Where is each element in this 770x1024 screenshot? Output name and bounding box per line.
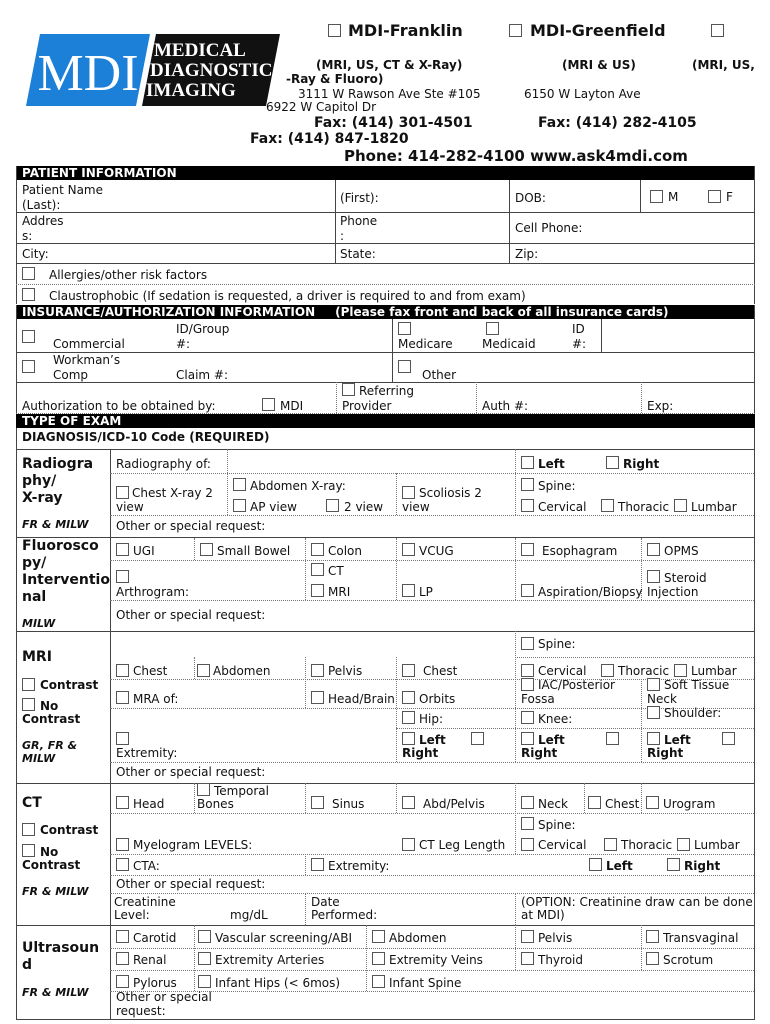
mri-shoulder-checkbox[interactable]	[647, 706, 660, 719]
us-infant-hips-checkbox[interactable]	[198, 975, 211, 988]
small-bowel-label: Small Bowel	[217, 544, 291, 558]
medicaid-label: Medicaid	[482, 337, 536, 351]
mri-hip-checkbox[interactable]	[402, 711, 415, 724]
us-vascular-label: Vascular screening/ABI	[215, 931, 352, 945]
logo-line-diagnostic: DIAGNOSTIC	[150, 60, 273, 81]
radiography-right-label: Right	[623, 457, 660, 471]
mri-sites: GR, FR &	[22, 739, 78, 752]
ct-thoracic-label: Thoracic	[621, 838, 673, 852]
radiography-thoracic-checkbox[interactable]	[601, 499, 614, 512]
myelogram-label: Myelogram LEVELS:	[133, 838, 253, 852]
two-view-label: 2 view	[344, 500, 384, 514]
ct-other-label: Other or special request:	[116, 877, 266, 891]
female-checkbox[interactable]	[708, 190, 721, 203]
creatinine-option-note-cont: at MDI)	[521, 908, 565, 922]
scoliosis-checkbox[interactable]	[402, 486, 415, 499]
scoliosis-label-cont: view	[402, 500, 430, 514]
auth-number-label: Auth #:	[482, 399, 529, 413]
mri-soft-tissue-label-cont: Neck	[647, 692, 677, 706]
creatinine-level-label: Level:	[114, 908, 150, 922]
ugi-label: UGI	[133, 544, 155, 558]
chest-xray-label-cont: view	[116, 500, 144, 514]
zip-label: Zip:	[515, 247, 539, 261]
ct-contrast-label: Contrast	[40, 823, 99, 837]
lp-checkbox[interactable]	[402, 584, 415, 597]
ugi-checkbox[interactable]	[116, 543, 129, 556]
mri-chest2-checkbox[interactable]	[402, 664, 415, 677]
allergies-checkbox[interactable]	[22, 267, 35, 280]
ultrasound-title-2: d	[22, 957, 33, 973]
milwaukee-address: 6922 W Capitol Dr	[266, 100, 377, 114]
steroid-injection-label-cont: Injection	[647, 585, 699, 599]
fluoroscopy-title-3: Interventio	[22, 572, 110, 588]
ct-spine-checkbox[interactable]	[521, 817, 534, 830]
mri-soft-tissue-checkbox[interactable]	[647, 678, 660, 691]
fluoroscopy-other-label: Other or special request:	[116, 608, 266, 622]
lp-label: LP	[419, 585, 433, 599]
phone-website: Phone: 414-282-4100 www.ask4mdi.com	[344, 147, 688, 165]
medicare-checkbox[interactable]	[398, 322, 411, 335]
ct-left-label: Left	[606, 859, 633, 873]
ct-head-checkbox[interactable]	[116, 796, 129, 809]
us-infant-spine-label: Infant Spine	[389, 976, 462, 990]
radiography-right-checkbox[interactable]	[606, 456, 619, 469]
mri-pelvis-checkbox[interactable]	[311, 664, 324, 677]
aspiration-biopsy-checkbox[interactable]	[521, 584, 534, 597]
insurance-title: INSURANCE/AUTHORIZATION INFORMATION	[22, 305, 316, 319]
auth-referring-checkbox[interactable]	[342, 383, 355, 396]
mri-contrast-checkbox[interactable]	[22, 678, 35, 691]
mri-shoulder-right-checkbox[interactable]	[722, 732, 735, 745]
ct-temporal-bones-checkbox[interactable]	[197, 783, 210, 796]
insurance-note: (Please fax front and back of all insurance cards)	[335, 305, 669, 319]
claustrophobic-checkbox[interactable]	[22, 288, 35, 301]
us-extremity-arteries-label: Extremity Arteries	[215, 953, 325, 967]
us-abdomen-checkbox[interactable]	[372, 930, 385, 943]
mri-extremity-checkbox[interactable]	[116, 732, 129, 745]
radiography-left-label: Left	[538, 457, 565, 471]
date-label: Date	[311, 895, 340, 909]
radiography-lumbar-checkbox[interactable]	[674, 499, 687, 512]
allergies-label: Allergies/other risk factors	[49, 268, 208, 282]
us-carotid-checkbox[interactable]	[116, 930, 129, 943]
ct-thoracic-checkbox[interactable]	[604, 838, 617, 851]
mri-cervical-label: Cervical	[538, 664, 587, 678]
us-pylorus-label: Pylorus	[133, 976, 177, 990]
radiography-cervical-label: Cervical	[538, 500, 587, 514]
arthrogram-label: Arthrogram:	[116, 585, 190, 599]
us-extremity-veins-checkbox[interactable]	[372, 952, 385, 965]
ct-sinus-label: Sinus	[332, 797, 365, 811]
mri-extremity-label: Extremity:	[116, 746, 178, 760]
medicaid-checkbox[interactable]	[486, 322, 499, 335]
mri-knee-right-checkbox[interactable]	[606, 732, 619, 745]
mri-head-brain-label: Head/Brain	[328, 692, 395, 706]
franklin-fax: Fax: (414) 301-4501	[314, 115, 473, 131]
ct-spine-label: Spine:	[538, 818, 576, 832]
ct-extremity-checkbox[interactable]	[311, 858, 324, 871]
us-pelvis-checkbox[interactable]	[521, 930, 534, 943]
aspiration-biopsy-label: Aspiration/Biopsy	[538, 585, 643, 599]
radiography-of-label: Radiography of:	[116, 457, 211, 471]
ct-neck-checkbox[interactable]	[521, 796, 534, 809]
scoliosis-label: Scoliosis 2	[419, 486, 482, 500]
ct-abd-pelvis-label: Abd/Pelvis	[423, 797, 485, 811]
mri-spine-checkbox[interactable]	[521, 637, 534, 650]
fluoroscopy-title-4: nal	[22, 589, 47, 605]
myelogram-checkbox[interactable]	[116, 838, 129, 851]
ct-urogram-label: Urogram	[663, 797, 716, 811]
radiography-spine-label: Spine:	[538, 479, 576, 493]
franklin-checkbox[interactable]	[328, 24, 341, 37]
franklin-services: (MRI, US, CT & X-Ray)	[316, 58, 463, 72]
ct-left-checkbox[interactable]	[589, 858, 602, 871]
id-label: ID	[572, 322, 585, 336]
commercial-checkbox[interactable]	[22, 330, 35, 343]
mri-lumbar-checkbox[interactable]	[674, 664, 687, 677]
female-label: F	[726, 190, 733, 204]
mri-knee-left-checkbox[interactable]	[521, 732, 534, 745]
ct-no-label: No	[40, 845, 59, 859]
franklin-name: MDI-Franklin	[348, 21, 463, 40]
mri-shoulder-left-label: Left	[664, 733, 691, 747]
ultrasound-sites: FR & MILW	[22, 986, 89, 999]
us-scrotum-checkbox[interactable]	[646, 952, 659, 965]
mri-shoulder-left-checkbox[interactable]	[647, 732, 660, 745]
workmans-comp-checkbox[interactable]	[22, 360, 35, 373]
ct-lumbar-label: Lumbar	[694, 838, 740, 852]
radiography-sites: FR & MILW	[22, 518, 89, 531]
radiography-left-checkbox[interactable]	[521, 456, 534, 469]
radiography-other-label: Other or special request:	[116, 519, 266, 533]
mri-sites-cont: MILW	[22, 752, 56, 765]
mri-no-label: No	[40, 699, 59, 713]
mri-shoulder-right-label: Right	[647, 746, 684, 760]
mri-orbits-label: Orbits	[419, 692, 456, 706]
greenfield-address: 6150 W Layton Ave	[524, 87, 641, 101]
mri-shoulder-label: Shoulder:	[664, 706, 722, 720]
diagnosis-label: DIAGNOSIS/ICD-10 Code (REQUIRED)	[22, 430, 270, 444]
ct-contrast-checkbox[interactable]	[22, 823, 35, 836]
colon-checkbox[interactable]	[311, 543, 324, 556]
mri-thoracic-label: Thoracic	[618, 664, 670, 678]
authorization-label: Authorization to be obtained by:	[22, 399, 216, 413]
dob-label: DOB:	[515, 191, 546, 205]
us-transvaginal-label: Transvaginal	[663, 931, 739, 945]
auth-mdi-label: MDI	[280, 399, 304, 413]
us-thyroid-checkbox[interactable]	[521, 952, 534, 965]
mri-contrast-label: Contrast	[40, 678, 99, 692]
city-label: City:	[22, 247, 49, 261]
milwaukee-services: -Ray & Fluoro)	[286, 72, 384, 86]
radiography-cervical-checkbox[interactable]	[521, 499, 534, 512]
workmans-comp-label: Workman’s	[53, 353, 121, 367]
fluoro-ct-label: CT	[328, 564, 344, 578]
abdomen-xray-label: Abdomen X-ray:	[250, 479, 346, 493]
id-label-cont: #:	[572, 337, 587, 351]
mri-chest-checkbox[interactable]	[116, 664, 129, 677]
us-vascular-checkbox[interactable]	[198, 930, 211, 943]
us-pylorus-checkbox[interactable]	[116, 975, 129, 988]
mri-chest-label: Chest	[133, 664, 168, 678]
radiography-title-3: X-ray	[22, 490, 63, 506]
mri-knee-checkbox[interactable]	[521, 711, 534, 724]
small-bowel-checkbox[interactable]	[200, 543, 213, 556]
expiration-label: Exp:	[647, 399, 674, 413]
fluoroscopy-title: Fluorosco	[22, 538, 99, 554]
mri-hip-left-checkbox[interactable]	[402, 732, 415, 745]
ct-neck-label: Neck	[538, 797, 568, 811]
id-group-label-cont: #:	[176, 337, 191, 351]
mri-no-contrast-checkbox[interactable]	[22, 698, 35, 711]
ct-urogram-checkbox[interactable]	[646, 796, 659, 809]
mri-spine-label: Spine:	[538, 637, 576, 651]
commercial-label: Commercial	[53, 337, 125, 351]
mri-head-brain-checkbox[interactable]	[311, 691, 324, 704]
abdomen-xray-checkbox[interactable]	[233, 478, 246, 491]
mri-soft-tissue-label: Soft Tissue	[664, 678, 730, 692]
creatinine-option-note: (OPTION: Creatinine draw can be done	[521, 895, 753, 909]
ct-right-label: Right	[684, 859, 721, 873]
us-scrotum-label: Scrotum	[663, 953, 714, 967]
phone-label: Phone	[340, 214, 378, 228]
fluoroscopy-sites: MILW	[22, 617, 56, 630]
ct-chest-checkbox[interactable]	[588, 796, 601, 809]
milwaukee-fax: Fax: (414) 847-1820	[250, 131, 409, 147]
fluoro-ct-checkbox[interactable]	[311, 563, 324, 576]
mri-title: MRI	[22, 649, 52, 665]
us-carotid-label: Carotid	[133, 931, 177, 945]
radiography-thoracic-label: Thoracic	[618, 500, 670, 514]
us-infant-spine-checkbox[interactable]	[372, 975, 385, 988]
mri-knee-label: Knee:	[538, 712, 573, 726]
claim-label: Claim #:	[176, 368, 229, 382]
mri-hip-right-checkbox[interactable]	[471, 732, 484, 745]
opms-label: OPMS	[664, 544, 699, 558]
greenfield-checkbox[interactable]	[509, 24, 522, 37]
mri-pelvis-label: Pelvis	[328, 664, 363, 678]
ct-no-contrast-checkbox[interactable]	[22, 844, 35, 857]
provider-label: Provider	[342, 399, 392, 413]
logo-line-medical: MEDICAL	[154, 40, 246, 61]
logo-line-imaging: IMAGING	[146, 80, 236, 101]
ct-lumbar-checkbox[interactable]	[677, 838, 690, 851]
creatinine-label: Creatinine	[114, 895, 176, 909]
ct-temporal-label-cont: Bones	[197, 797, 234, 811]
us-extremity-arteries-checkbox[interactable]	[198, 952, 211, 965]
first-name-label: (First):	[340, 191, 379, 205]
arthrogram-checkbox[interactable]	[116, 570, 129, 583]
mri-abdomen-label: Abdomen	[213, 664, 271, 678]
date-performed-label: Performed:	[311, 908, 378, 922]
mra-label: MRA of:	[133, 692, 179, 706]
mri-lumbar-label: Lumbar	[691, 664, 737, 678]
other-insurance-label: Other	[422, 368, 457, 382]
id-group-label: ID/Group	[176, 322, 230, 336]
ap-view-label: AP view	[250, 500, 297, 514]
mri-orbits-checkbox[interactable]	[402, 691, 415, 704]
radiography-title: Radiogra	[22, 456, 94, 472]
mri-knee-right-label: Right	[521, 746, 558, 760]
us-renal-label: Renal	[133, 953, 167, 967]
ct-temporal-label: Temporal	[214, 784, 269, 798]
medicare-label: Medicare	[398, 337, 453, 351]
ct-head-label: Head	[133, 797, 165, 811]
us-other-label-cont: request:	[116, 1004, 166, 1018]
mra-checkbox[interactable]	[116, 691, 129, 704]
ct-cervical-checkbox[interactable]	[521, 838, 534, 851]
ap-view-checkbox[interactable]	[233, 499, 246, 512]
male-checkbox[interactable]	[650, 190, 663, 203]
ct-chest-label: Chest	[605, 797, 640, 811]
mri-knee-left-label: Left	[538, 733, 565, 747]
us-transvaginal-checkbox[interactable]	[646, 930, 659, 943]
insurance-header	[16, 305, 755, 319]
mri-thoracic-checkbox[interactable]	[601, 664, 614, 677]
us-renal-checkbox[interactable]	[116, 952, 129, 965]
greenfield-services: (MRI & US)	[562, 58, 636, 72]
other-insurance-checkbox[interactable]	[398, 360, 411, 373]
mri-iac-label-cont: Fossa	[521, 692, 555, 706]
address-label: Addres	[22, 214, 64, 228]
logo-mdi-text: MDI	[37, 45, 139, 102]
vcug-checkbox[interactable]	[402, 543, 415, 556]
ct-cervical-label: Cervical	[538, 838, 587, 852]
ct-leg-length-checkbox[interactable]	[402, 838, 415, 851]
last-name-label: (Last):	[22, 198, 61, 212]
ct-no-contrast-label: Contrast	[22, 858, 81, 872]
ct-sinus-checkbox[interactable]	[311, 796, 324, 809]
mri-no-contrast-label: Contrast	[22, 712, 81, 726]
us-abdomen-label: Abdomen	[389, 931, 447, 945]
esophagram-label: Esophagram	[542, 544, 618, 558]
us-pelvis-label: Pelvis	[538, 931, 573, 945]
mri-abdomen-checkbox[interactable]	[197, 664, 210, 677]
us-thyroid-label: Thyroid	[538, 953, 583, 967]
mri-iac-label: IAC/Posterior	[538, 678, 615, 692]
greenfield-fax: Fax: (414) 282-4105	[538, 115, 697, 131]
third-location-checkbox[interactable]	[711, 24, 724, 37]
referring-label: Referring	[359, 384, 415, 398]
ct-right-checkbox[interactable]	[667, 858, 680, 871]
type-of-exam-header: TYPE OF EXAM	[16, 414, 755, 428]
claustrophobic-label: Claustrophobic (If sedation is requested, a driver is required to and from exam)	[49, 289, 526, 303]
cta-checkbox[interactable]	[116, 858, 129, 871]
fluoro-mri-checkbox[interactable]	[311, 584, 324, 597]
radiography-lumbar-label: Lumbar	[691, 500, 737, 514]
state-label: State:	[340, 247, 376, 261]
cta-label: CTA:	[133, 859, 160, 873]
opms-checkbox[interactable]	[647, 543, 660, 556]
us-other-label: Other or special	[116, 990, 212, 1004]
two-view-checkbox[interactable]	[326, 499, 339, 512]
mri-other-label: Other or special request:	[116, 765, 266, 779]
patient-info-header: PATIENT INFORMATION	[16, 166, 755, 180]
male-label: M	[668, 190, 679, 204]
ct-sites: FR & MILW	[22, 885, 89, 898]
mri-iac-checkbox[interactable]	[521, 678, 534, 691]
fluoroscopy-title-2: py/	[22, 555, 47, 571]
mri-hip-right-label: Right	[402, 746, 439, 760]
ct-title: CT	[22, 795, 42, 811]
us-infant-hips-label: Infant Hips (< 6mos)	[215, 976, 341, 990]
steroid-injection-checkbox[interactable]	[647, 570, 660, 583]
phone-label-cont: :	[340, 229, 345, 243]
vcug-label: VCUG	[419, 544, 454, 558]
workmans-comp-label-cont: Comp	[53, 368, 89, 382]
mri-chest2-label: Chest	[423, 664, 458, 678]
chest-xray-checkbox[interactable]	[116, 486, 129, 499]
cell-phone-label: Cell Phone:	[515, 221, 583, 235]
ct-extremity-label: Extremity:	[328, 859, 390, 873]
ct-leg-length-label: CT Leg Length	[419, 838, 506, 852]
greenfield-name: MDI-Greenfield	[530, 21, 666, 40]
franklin-address: 3111 W Rawson Ave Ste #105	[298, 87, 481, 101]
mri-cervical-checkbox[interactable]	[521, 664, 534, 677]
auth-mdi-checkbox[interactable]	[262, 398, 275, 411]
us-extremity-veins-label: Extremity Veins	[389, 953, 483, 967]
mri-hip-left-label: Left	[419, 733, 446, 747]
chest-xray-label: Chest X-ray 2	[132, 486, 213, 500]
fluoro-mri-label: MRI	[328, 585, 351, 599]
ultrasound-title: Ultrasoun	[22, 940, 100, 956]
colon-label: Colon	[328, 544, 363, 558]
patient-name-label: Patient Name	[22, 183, 103, 197]
mri-hip-label: Hip:	[419, 712, 444, 726]
radiography-spine-checkbox[interactable]	[521, 478, 534, 491]
ct-abd-pelvis-checkbox[interactable]	[402, 796, 415, 809]
esophagram-checkbox[interactable]	[521, 543, 534, 556]
radiography-title-2: phy/	[22, 473, 57, 489]
address-label-cont: s:	[22, 229, 33, 243]
steroid-injection-label: Steroid	[664, 571, 707, 585]
mdi-logo	[26, 34, 280, 106]
third-location-services: (MRI, US,	[692, 58, 755, 72]
mgdl-unit: mg/dL	[230, 908, 268, 922]
